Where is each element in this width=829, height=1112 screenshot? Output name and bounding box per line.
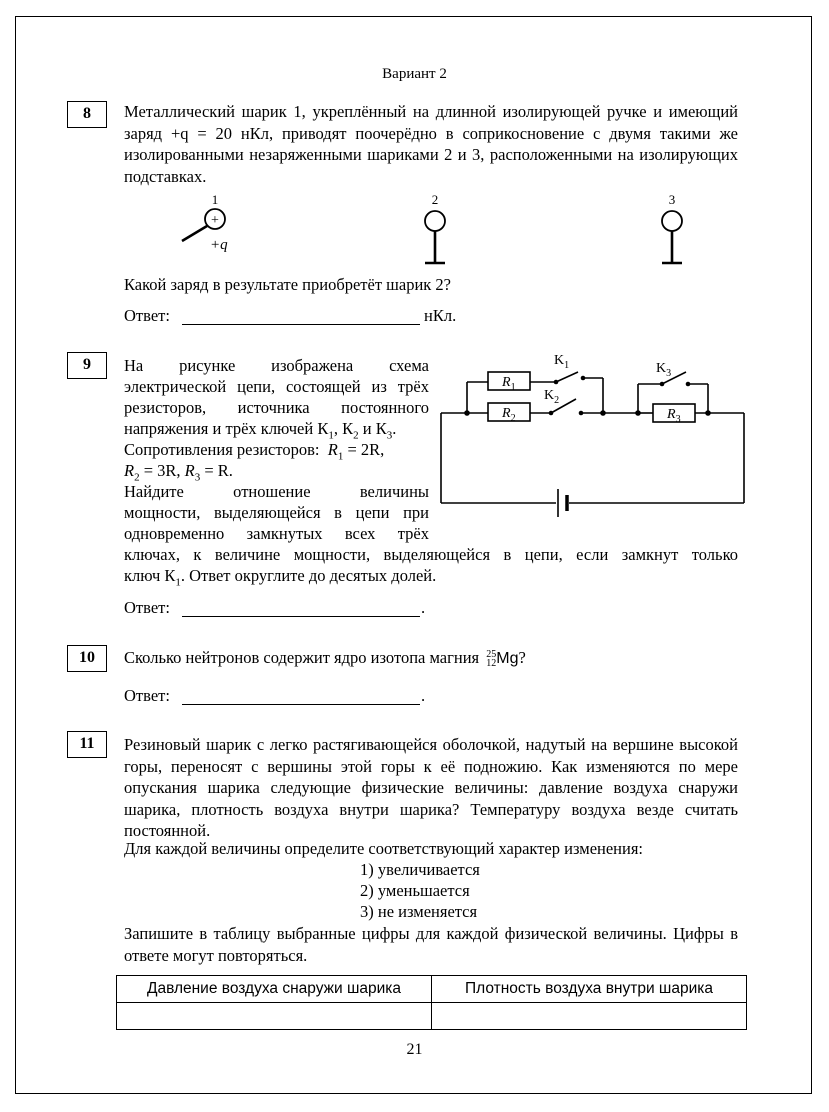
q11-option-3: 3) не изменяется [360,902,478,921]
q8-answer-field[interactable] [182,306,420,325]
ball1-handle [182,226,207,241]
ball2-label: 2 [431,192,439,207]
ball3-label: 3 [668,192,676,207]
isotope-numbers: 25 12 [486,649,497,670]
label-k2: $K_2$ [544,388,560,406]
page-number: 21 [406,1041,423,1058]
question-number-9: 9 [67,352,107,379]
q10-answer-label: Ответ: [124,686,170,705]
q9-text-line-9: одновременно замкнутых всех трёх [124,524,429,543]
q10-text: Сколько нейтронов содержит ядро изотопа магния 25 12 Mg? [124,648,526,670]
ball1-label: 1 [211,192,219,207]
q11-option-1: 1) увеличивается [360,860,480,879]
q11-instruction: Для каждой величины определите соответствующий характер изменения: [124,839,644,858]
switch-k1 [556,372,578,382]
q10-answer-suffix: . [421,686,426,705]
table-header-density: Плотность воздуха внутри шарика [432,976,747,1003]
q9-text-line-5: Сопротивления резисторов: $R_1 = 2R$, [124,440,385,463]
ball2-circle [425,211,445,231]
q9-answer-suffix: . [421,598,426,617]
question-number-10: 10 [67,645,107,672]
q9-text-line-6: $R_2 = 3R$, $R_3 = R$. [124,461,233,484]
q9-text-line-3: резисторов, источника постоянного [124,398,429,417]
label-k3: $K_3$ [656,361,672,379]
q8-answer-unit: нКл. [424,306,457,325]
q9-text-line-1: На рисунке изображена схема [124,356,429,375]
table-cell-pressure[interactable] [117,1003,432,1030]
q9-answer-field[interactable] [182,598,420,617]
q9-text-line-4: напряжения и трёх ключей $К_1$, $К_2$ и $К_3$. [124,419,397,442]
q11-answer-table [116,975,747,1030]
question-number-11: 11 [67,731,107,758]
q9-text-line-7: Найдите отношение величины [124,482,429,501]
q10-answer-field[interactable] [182,686,420,705]
q11-text: Резиновый шарик с легко растягивающейся оболочкой, надутый на вершине высокой горы, переносят с вершины этой горы к её подножию. Как изменяются по мере опускания шарика следующие физические величины: давление воздуха снаружи шарика, плотность воздуха внутри шарика? Температуру воздуха везде считать постоянной. [124,735,738,840]
question-number-8: 8 [67,101,107,128]
q11-table-instruction: Запишите в таблицу выбранные цифры для каждой физической величины. Цифры в ответе могут повторяться. [124,924,738,965]
charge-label: +q [210,237,228,253]
q9-text-line-10: ключах, к величине мощности, выделяющейся в цепи, если замкнут только [124,545,738,564]
q8-text: Металлический шарик 1, укреплённый на длинной изолирующей ручке и имеющий заряд +q = 20 нКл, приводят поочерёдно в соприкосновение с двумя такими же изолированными незаряженными шариками 2 и 3, расположенными на изолирующих подставках. [124,102,738,186]
table-header-pressure: Давление воздуха снаружи шарика [117,976,432,1003]
q11-option-2: 2) уменьшается [360,881,470,900]
q9-circuit-figure [438,346,750,524]
q8-answer-label: Ответ: [124,306,170,325]
q9-text-line-11: ключ $К_1$. Ответ округлите до десятых долей. [124,566,437,589]
label-r1: $R_1$ [502,375,516,393]
label-r2: $R_2$ [502,406,516,424]
variant-title: Вариант 2 [382,66,447,82]
q9-answer-label: Ответ: [124,598,170,617]
label-r3: $R_3$ [667,407,681,425]
label-k1: $K_1$ [554,353,570,371]
q9-text-line-2: электрической цепи, состоящей из трёх [124,377,429,396]
table-cell-density[interactable] [432,1003,747,1030]
ball1-plus: + [211,213,219,228]
q9-text-line-8: мощности, выделяющейся в цепи при [124,503,429,522]
q8-figure [160,188,700,270]
q8-question: Какой заряд в результате приобретёт шарик 2? [124,275,452,294]
ball3-circle [662,211,682,231]
